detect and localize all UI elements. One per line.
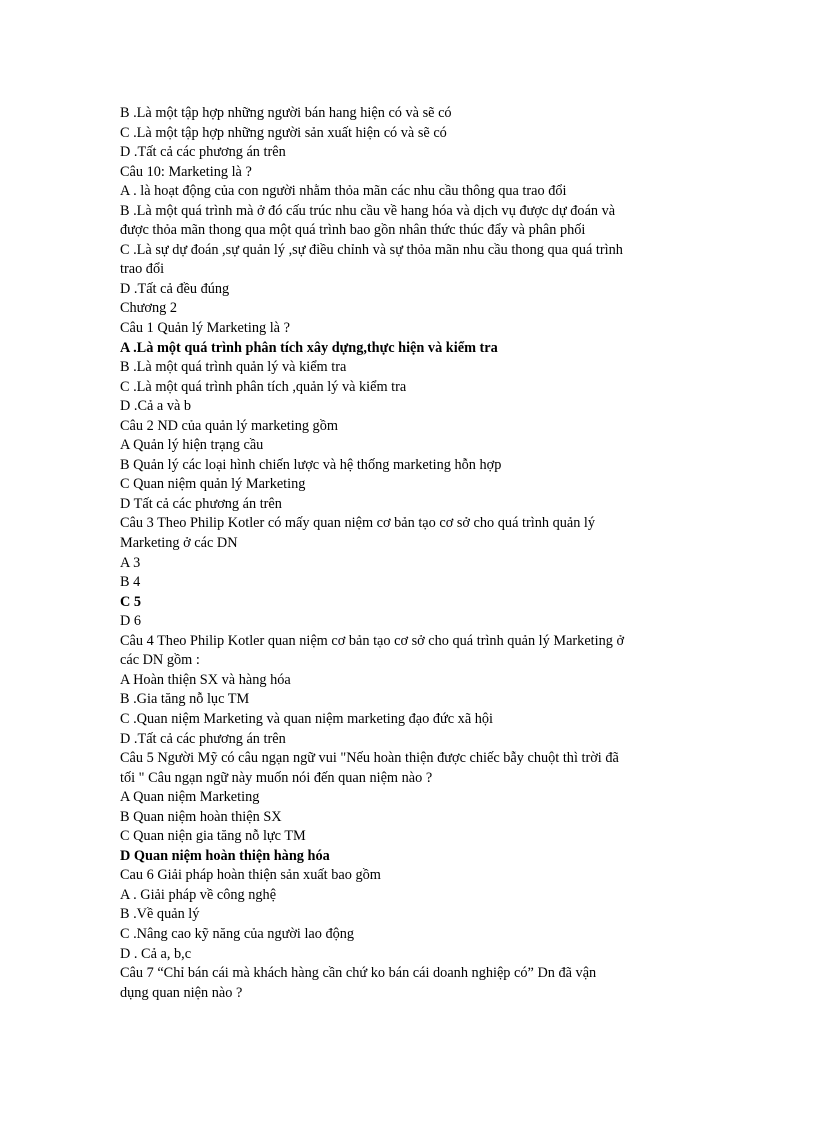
text-line: D .Tất cả các phương án trên [120,144,286,161]
text-line: C .Nâng cao kỹ năng của người lao động [120,925,355,942]
text-line: A Quản lý hiện trạng cầu [120,437,264,454]
text-line: B .Là một quá trình quản lý và kiểm tra [120,359,347,376]
text-line: C 5 [120,593,142,610]
text-line: D 6 [120,613,142,630]
text-line: Câu 3 Theo Philip Kotler có mấy quan niệm cơ bản tạo cơ sở cho quá trình quản lý [120,515,596,532]
text-line: trao đổi [120,261,165,278]
text-line: B 4 [120,574,141,591]
text-line: B Quản lý các loại hình chiến lược và hệ thống marketing hỗn hợp [120,456,502,473]
text-line: tối " Câu ngạn ngữ này muốn nói đến quan niệm nào ? [120,769,433,786]
text-line: Câu 7 “Chỉ bán cái mà khách hàng cần chứ ko bán cái doanh nghiệp có” Dn đã vận [120,965,597,982]
text-line: D . Cả a, b,c [120,945,192,962]
text-line: A 3 [120,554,141,571]
text-line: Câu 5 Người Mỹ có câu ngạn ngữ vui "Nếu hoàn thiện được chiếc bẫy chuột thì trời đã [120,750,619,767]
text-line: A Hoàn thiện SX và hàng hóa [120,671,291,688]
text-line: Câu 2 ND của quản lý marketing gồm [120,417,338,434]
text-line: Chương 2 [120,300,178,317]
text-line: D Tất cả các phương án trên [120,495,282,512]
text-line: Câu 1 Quản lý Marketing là ? [120,320,290,337]
text-line: B .Là một quá trình mà ở đó cấu trúc nhu cầu về hang hóa và dịch vụ được dự đoán và [120,202,616,219]
text-line: C .Là một quá trình phân tích ,quản lý và kiểm tra [120,378,407,395]
text-line: Cau 6 Giải pháp hoàn thiện sản xuất bao gồm [120,867,381,884]
text-line: Câu 4 Theo Philip Kotler quan niệm cơ bản tạo cơ sở cho quá trình quản lý Marketing ở [120,632,625,649]
text-line: A .Là một quá trình phân tích xây dựng,thực hiện và kiểm tra [120,339,498,356]
text-line: B Quan niệm hoàn thiện SX [120,808,282,825]
text-line: các DN gồm : [120,652,200,669]
text-line: C .Là một tập hợp những người sản xuất hiện có và sẽ có [120,124,447,141]
text-line: Câu 10: Marketing là ? [120,163,252,180]
text-line: được thỏa mãn thong qua một quá trình bao gồn nhân thức thúc đẩy và phân phối [120,222,586,239]
text-line: dụng quan niện nào ? [120,984,243,1001]
text-line: D .Tất cả các phương án trên [120,730,286,747]
text-line: D Quan niệm hoàn thiện hàng hóa [120,847,330,864]
document-body [120,104,710,1003]
text-line: A . Giải pháp về công nghệ [120,886,277,903]
text-line: D .Cả a và b [120,398,192,415]
text-line: C .Quan niệm Marketing và quan niệm marketing đạo đức xã hội [120,710,494,727]
text-line: C Quan niệm quản lý Marketing [120,476,306,493]
text-line: B .Về quản lý [120,906,200,923]
text-line: B .Là một tập hợp những người bán hang hiện có và sẽ có [120,105,452,121]
text-line: B .Gia tăng nỗ lục TM [120,691,250,708]
text-line: D .Tất cả đều đúng [120,280,230,297]
text-line: Marketing ở các DN [120,535,238,552]
text-line: C Quan niện gia tăng nỗ lực TM [120,828,306,845]
text-line: C .Là sự dự đoán ,sự quản lý ,sự điều chỉnh và sự thỏa mãn nhu cầu thong qua quá trình [120,241,623,258]
text-line: A . là hoạt động của con người nhằm thỏa mãn các nhu cầu thông qua trao đổi [120,183,567,200]
text-line: A Quan niệm Marketing [120,789,260,806]
